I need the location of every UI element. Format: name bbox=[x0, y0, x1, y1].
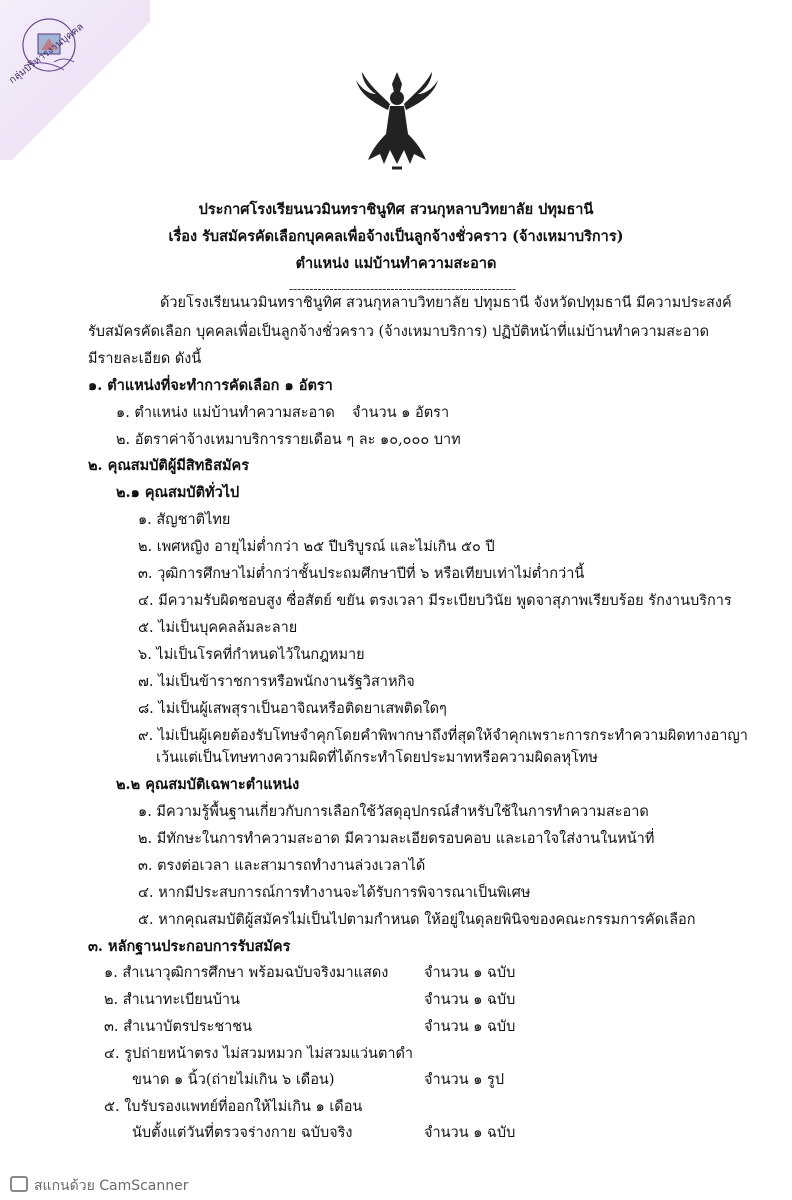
s2-specific-item: ๒. มีทักษะในการทำความสะอาด มีความละเอียดรอบคอบ และเอาใจใส่งานในหน้าที่ bbox=[138, 831, 655, 847]
s1-item-2: ๒. อัตราค่าจ้างเหมาบริการรายเดือน ๆ ละ ๑๐,๐๐๐ บาท bbox=[116, 432, 461, 448]
s3-doc-5-line-1: ๕. ใบรับรองแพทย์ที่ออกให้ไม่เกิน ๑ เดือน bbox=[104, 1099, 363, 1115]
intro-line-3: มีรายละเอียด ดังนี้ bbox=[88, 351, 202, 367]
s2-general-item: ๔. มีความรับผิดชอบสูง ซื่อสัตย์ ขยัน ตรงเวลา มีระเบียบวินัย พูดจาสุภาพเรียบร้อย รักงานบริการ bbox=[138, 593, 732, 609]
scanner-watermark bbox=[0, 1168, 792, 1200]
s2-specific-item: ๔. หากมีประสบการณ์การทำงานจะได้รับการพิจารณาเป็นพิเศษ bbox=[138, 885, 531, 901]
announcement-title bbox=[0, 196, 792, 277]
title-separator: -------------------------------------------------------- bbox=[289, 282, 517, 296]
s2-specific-item: ๕. หากคุณสมบัติผู้สมัครไม่เป็นไปตามกำหนด ให้อยู่ในดุลยพินิจของคณะกรรมการคัดเลือก bbox=[138, 912, 696, 928]
s2-general-item: ๙. ไม่เป็นผู้เคยต้องรับโทษจำคุกโดยคำพิพากษาถึงที่สุดให้จำคุกเพราะการกระทำความผิดทางอาญา bbox=[138, 728, 748, 744]
garuda-emblem-icon bbox=[352, 64, 442, 174]
s3-doc-1: ๑. สำเนาวุฒิการศึกษา พร้อมฉบับจริงมาแสดง bbox=[104, 965, 389, 981]
s3-doc-2-amount: จำนวน ๑ ฉบับ bbox=[424, 992, 516, 1008]
section-2-heading: ๒. คุณสมบัติผู้มีสิทธิสมัคร bbox=[88, 457, 250, 474]
s2-general-item: ๓. วุฒิการศึกษาไม่ต่ำกว่าชั้นประถมศึกษาปีที่ ๖ หรือเทียบเท่าไม่ต่ำกว่านี้ bbox=[138, 566, 585, 582]
s3-doc-5-line-2: นับตั้งแต่วันที่ตรวจร่างกาย ฉบับจริง bbox=[132, 1125, 353, 1141]
s2-general-item: ๑. สัญชาติไทย bbox=[138, 512, 231, 528]
s2-general-item: ๒. เพศหญิง อายุไม่ต่ำกว่า ๒๕ ปีบริบูรณ์ และไม่เกิน ๕๐ ปี bbox=[138, 539, 495, 555]
s3-doc-4-amount: จำนวน ๑ รูป bbox=[424, 1072, 505, 1088]
s2-general-item: ๘. ไม่เป็นผู้เสพสุราเป็นอาจิณหรือติดยาเสพติดใดๆ bbox=[138, 701, 447, 717]
s3-doc-3-amount: จำนวน ๑ ฉบับ bbox=[424, 1019, 516, 1035]
intro-line-2: รับสมัครคัดเลือก บุคคลเพื่อเป็นลูกจ้างชั่วคราว (จ้างเหมาบริการ) ปฏิบัติหน้าที่แม่บ้านทำความสะอาด bbox=[88, 324, 710, 340]
s3-doc-1-amount: จำนวน ๑ ฉบับ bbox=[424, 965, 516, 981]
s2-general-item: ๕. ไม่เป็นบุคคลล้มละลาย bbox=[138, 620, 298, 636]
s2-general-item-continued: เว้นแต่เป็นโทษทางความผิดที่ได้กระทำโดยประมาทหรือความผิดลหุโทษ bbox=[156, 750, 598, 766]
s3-doc-3: ๓. สำเนาบัตรประชาชน bbox=[104, 1019, 253, 1035]
section-1-heading: ๑. ตำแหน่งที่จะทำการคัดเลือก ๑ อัตรา bbox=[88, 377, 333, 394]
s2-specific-item: ๑. มีความรู้พื้นฐานเกี่ยวกับการเลือกใช้วัสดุอุปกรณ์สำหรับใช้ในการทำความสะอาด bbox=[138, 804, 649, 820]
watermark-text: สแกนด้วย CamScanner bbox=[34, 1178, 189, 1194]
title-line-school: ประกาศโรงเรียนนวมินทราชินูทิศ สวนกุหลาบวิทยาลัย ปทุมธานี bbox=[198, 201, 594, 218]
s2-specific-item: ๓. ตรงต่อเวลา และสามารถทำงานล่วงเวลาได้ bbox=[138, 858, 426, 874]
section-3-heading: ๓. หลักฐานประกอบการรับสมัคร bbox=[88, 938, 291, 955]
title-line-subject: เรื่อง รับสมัครคัดเลือกบุคคลเพื่อจ้างเป็นลูกจ้างชั่วคราว (จ้างเหมาบริการ) bbox=[168, 228, 624, 245]
title-line-position: ตำแหน่ง แม่บ้านทำความสะอาด bbox=[295, 255, 497, 272]
s2-general-item: ๖. ไม่เป็นโรคที่กำหนดไว้ในกฎหมาย bbox=[138, 647, 365, 663]
s1-item-1-amount: จำนวน ๑ อัตรา bbox=[352, 405, 450, 421]
s3-doc-2: ๒. สำเนาทะเบียนบ้าน bbox=[104, 992, 240, 1008]
s2-specific-heading: ๒.๒ คุณสมบัติเฉพาะตำแหน่ง bbox=[116, 776, 300, 793]
s3-doc-4-line-2: ขนาด ๑ นิ้ว(ถ่ายไม่เกิน ๖ เดือน) bbox=[132, 1072, 335, 1088]
corner-stamp-area bbox=[0, 0, 150, 160]
stamp-text: กลุ่มบริหารงานบุคคล bbox=[7, 21, 86, 87]
s3-doc-5-amount: จำนวน ๑ ฉบับ bbox=[424, 1125, 516, 1141]
intro-line-1: ด้วยโรงเรียนนวมินทราชินูทิศ สวนกุหลาบวิทยาลัย ปทุมธานี จังหวัดปทุมธานี มีความประสงค์ bbox=[160, 295, 732, 311]
camscanner-icon bbox=[10, 1176, 28, 1192]
s2-general-heading: ๒.๑ คุณสมบัติทั่วไป bbox=[116, 484, 240, 501]
s3-doc-4-line-1: ๔. รูปถ่ายหน้าตรง ไม่สวมหมวก ไม่สวมแว่นตาดำ bbox=[104, 1046, 414, 1062]
s1-item-1-label: ๑. ตำแหน่ง แม่บ้านทำความสะอาด bbox=[116, 405, 335, 421]
s2-general-item: ๗. ไม่เป็นข้าราชการหรือพนักงานรัฐวิสาหกิจ bbox=[138, 674, 415, 690]
